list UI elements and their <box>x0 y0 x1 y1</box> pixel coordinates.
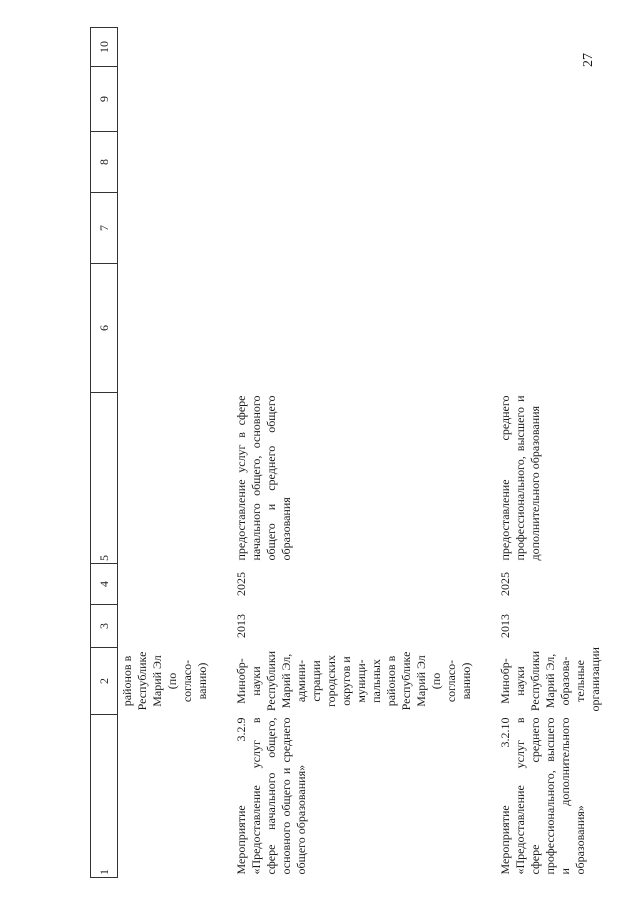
header-cell: 1 <box>91 715 118 878</box>
header-row <box>91 28 118 878</box>
executor-cell: Минобр-науки Республики Марий Эл, админи-страции городских округов и муници-пальных районов в Республике Марий Эл (по согласо-ванию) <box>234 650 473 712</box>
header-cell: 4 <box>91 564 118 605</box>
header-cell: 3 <box>91 605 118 648</box>
executor-cell: Минобр-науки Республики Марий Эл, образова-тельные организации <box>498 647 602 712</box>
header-cell: 6 <box>91 264 118 393</box>
start-year-cell: 2013 <box>234 614 248 638</box>
header-cell: 2 <box>91 648 118 715</box>
header-cell: 5 <box>91 393 118 564</box>
page-number: 27 <box>581 53 596 67</box>
table-row-continuation <box>118 28 213 878</box>
executor-cell: районов в Республике Марий Эл (по согласо-ванию) <box>120 651 209 711</box>
start-year-cell: 2013 <box>498 614 512 638</box>
table-row <box>496 28 605 878</box>
result-cell: предоставление услуг в сфере начального общего, основного общего и среднего общего образования <box>234 395 293 561</box>
end-year-cell: 2025 <box>234 572 248 596</box>
header-cell: 7 <box>91 193 118 264</box>
end-year-cell: 2025 <box>498 572 512 596</box>
header-cell: 10 <box>91 28 118 67</box>
header-cell: 9 <box>91 67 118 132</box>
measure-cell: Мероприятие 3.2.9 «Предоставление услуг в сфере начального общего, основного общего и среднего общего образования» <box>234 717 308 875</box>
measure-cell: Мероприятие 3.2.10 «Предоставление услуг в сфере среднего профессионального, высшего и дополнительного образования» <box>498 717 587 875</box>
result-cell: предоставление среднего профессионального, высшего и дополнительного образования <box>498 395 542 561</box>
header-cell: 8 <box>91 132 118 193</box>
table-row <box>232 28 476 878</box>
measures-table <box>90 27 605 878</box>
